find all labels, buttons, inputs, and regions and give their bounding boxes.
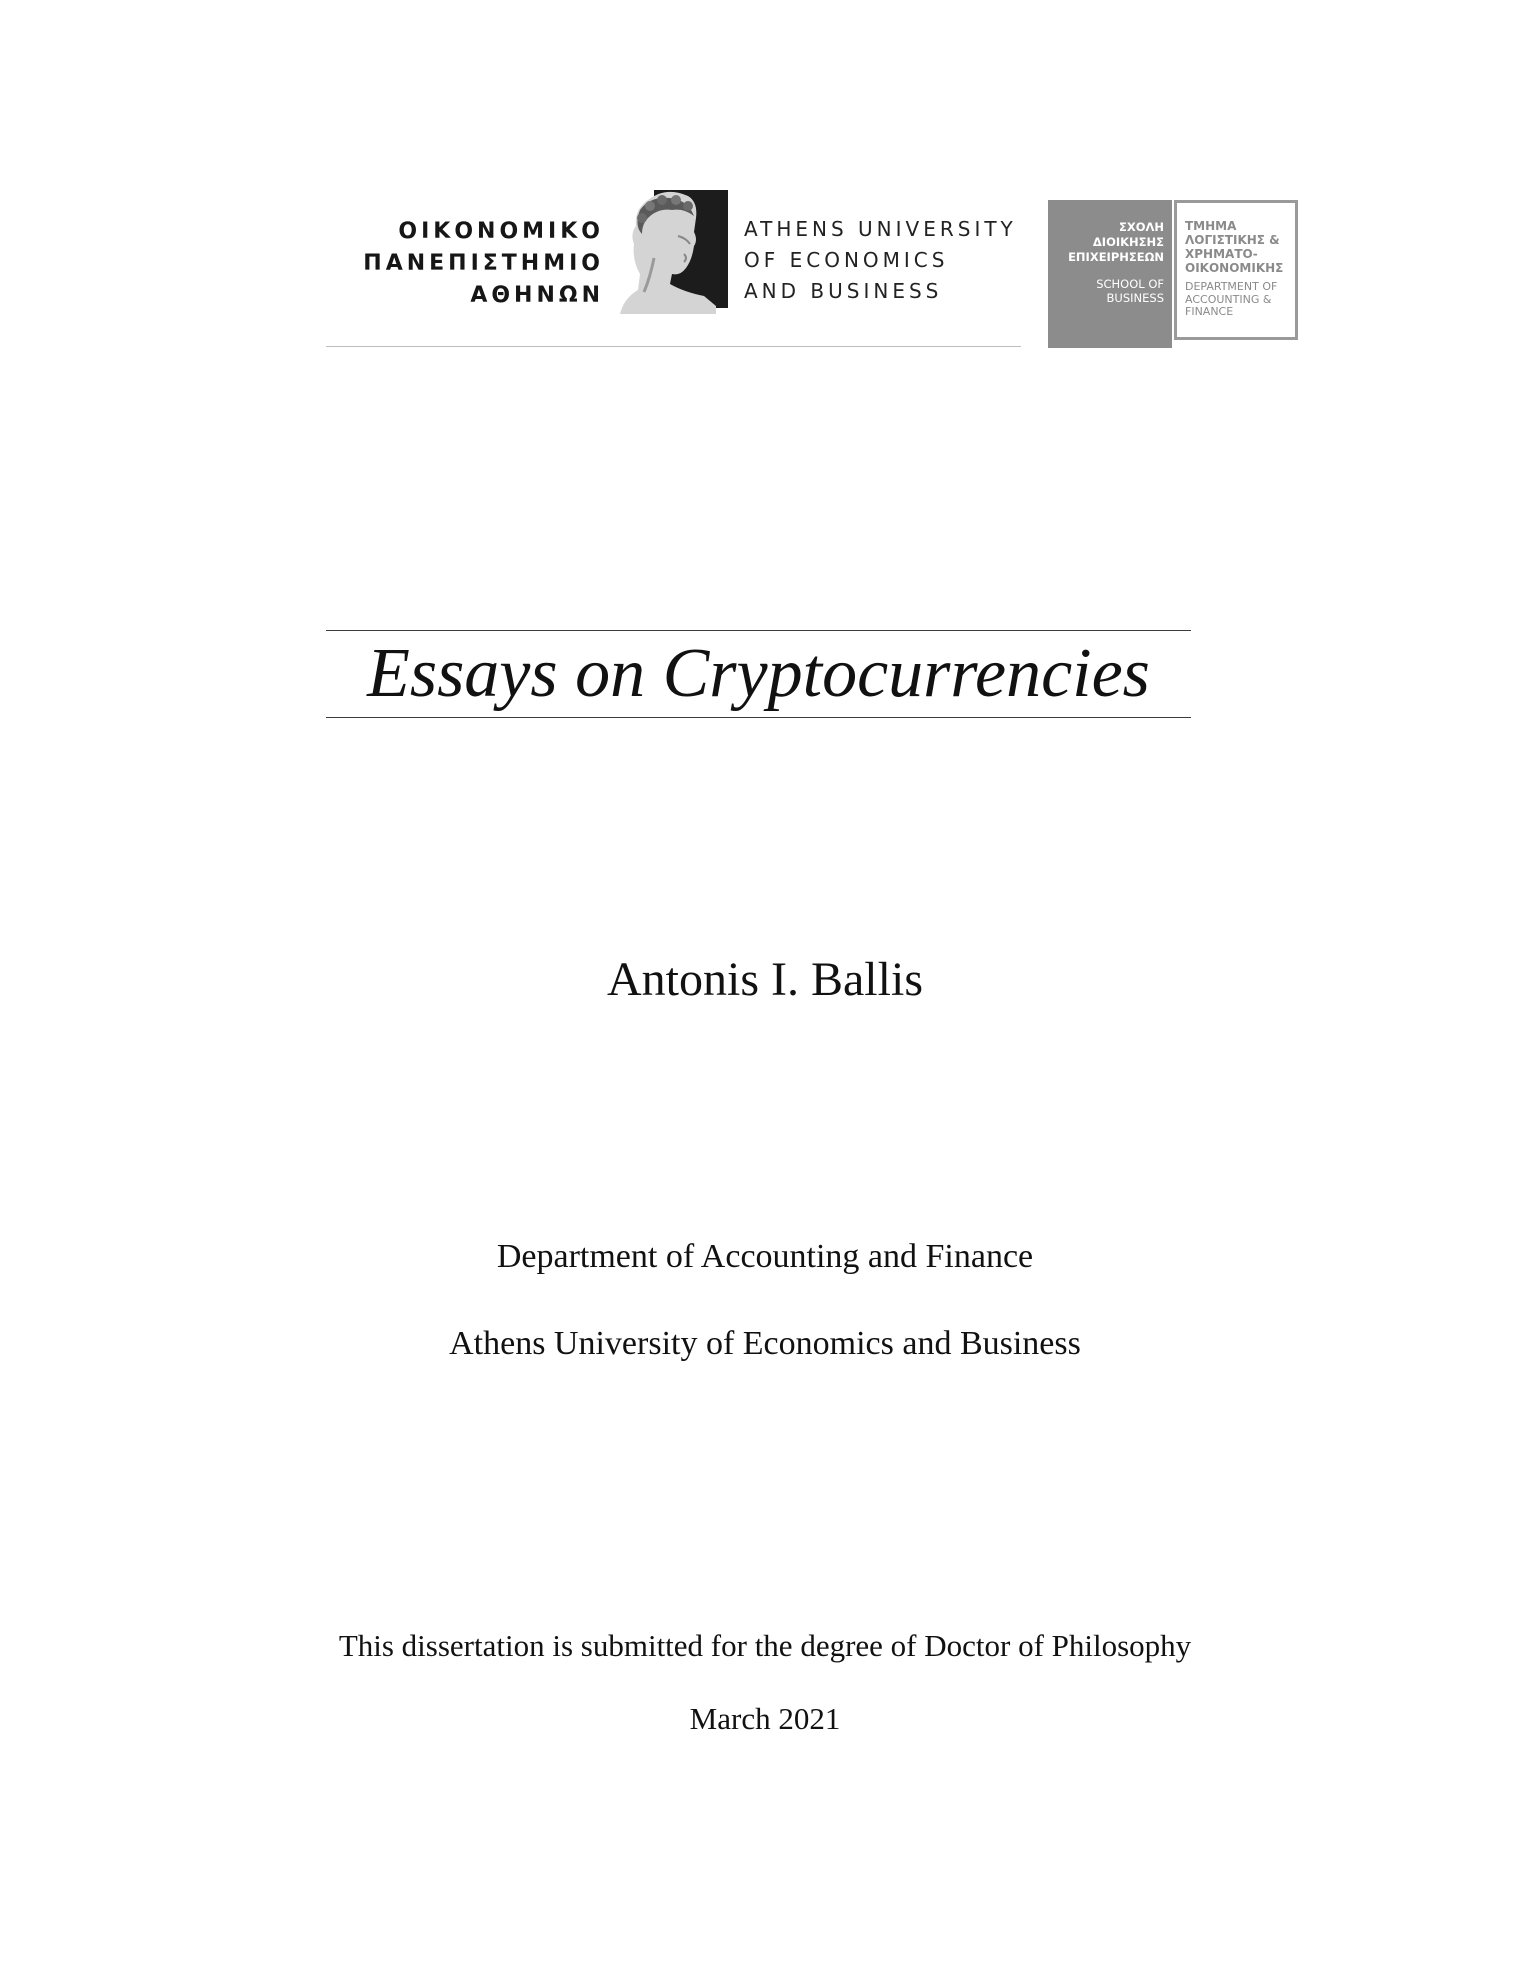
english-name-line: AND BUSINESS [744,279,943,303]
school-greek-line: ΕΠΙΧΕΙΡΗΣΕΩΝ [1068,250,1164,264]
greek-name-line: ΠΑΝΕΠΙΣΤΗΜΙΟ [363,251,604,276]
university-english-name [744,214,1017,307]
school-greek-line: ΣΧΟΛΗ [1118,220,1164,234]
department-logo [1048,200,1300,356]
university-name: Athens University of Economics and Business [449,1325,1081,1362]
department-greek-line: ΟΙΚΟΝΟΜΙΚΗΣ [1185,261,1284,275]
school-english-name [1052,277,1164,305]
department-greek-line: ΧΡΗΜΑΤΟ- [1185,247,1258,261]
department-english-name [1185,281,1295,319]
department-name: Department of Accounting and Finance [496,1238,1034,1275]
school-english-line: SCHOOL OF [1096,277,1164,291]
department-greek-line: ΤΜΗΜΑ [1185,219,1237,233]
university-greek-name [326,216,604,312]
school-english-line: BUSINESS [1106,291,1164,305]
title-bottom-rule [326,717,1191,718]
school-badge [1048,200,1172,348]
department-english-line: DEPARTMENT OF [1185,280,1278,293]
title-top-rule [326,630,1191,631]
department-english-line: FINANCE [1185,305,1234,318]
greek-name-line: ΟΙΚΟΝΟΜΙΚΟ [398,219,604,244]
english-name-line: OF ECONOMICS [744,248,949,272]
submission-statement: This dissertation is submitted for the degree of Doctor of Philosophy [338,1628,1192,1663]
english-name-line: ATHENS UNIVERSITY [744,217,1017,241]
department-greek-line: ΛΟΓΙΣΤΙΚΗΣ & [1185,233,1280,247]
department-badge [1174,200,1298,340]
department-english-line: ACCOUNTING & [1185,292,1272,306]
document-title: Essays on Cryptocurrencies [367,635,1150,712]
hermes-head-icon [614,188,734,316]
greek-name-line: ΑΘΗΝΩΝ [470,283,604,308]
school-greek-line: ΔΙΟΙΚΗΣΗΣ [1092,235,1164,249]
submission-date: March 2021 [689,1701,841,1736]
author-name: Antonis I. Ballis [606,953,923,1006]
university-logo [326,184,1021,349]
logo-divider [326,346,1021,347]
